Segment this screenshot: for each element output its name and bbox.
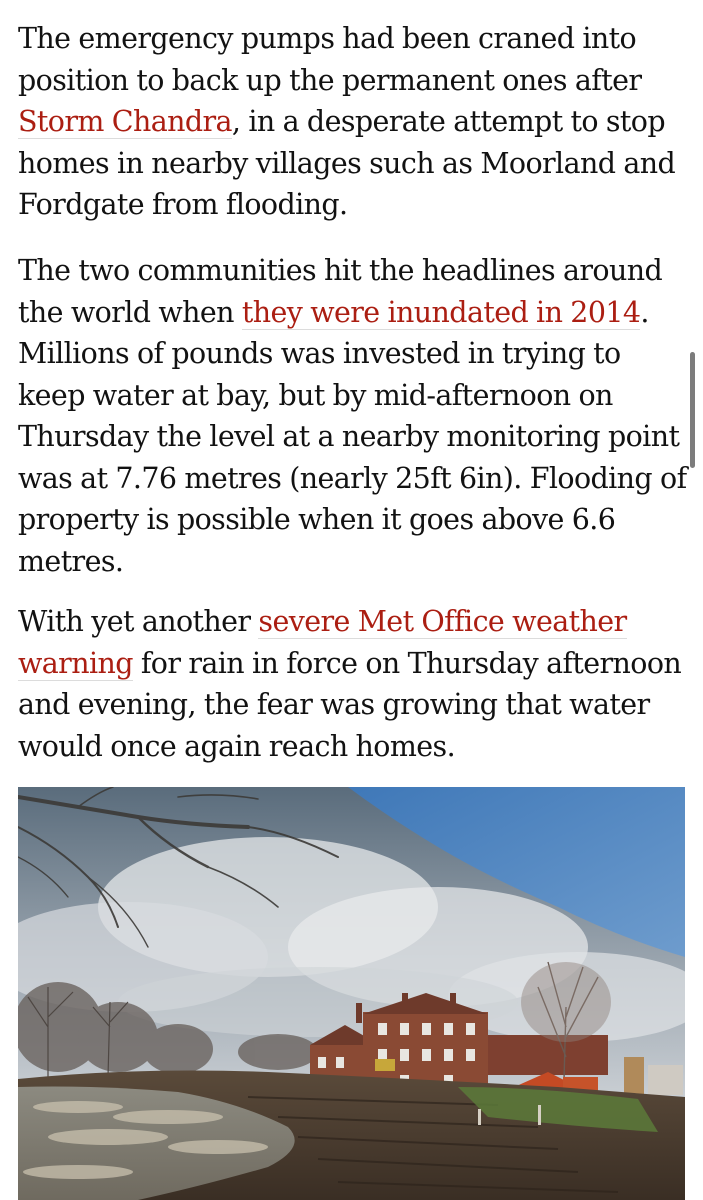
paragraph-2 [18,250,690,582]
met-office-warning-link[interactable]: severe Met Office weather warning [18,605,627,680]
digger-icon [375,1059,395,1071]
paragraph-text: The emergency pumps had been craned into position to back up the permanent ones after [18,22,642,97]
paragraph-1 [18,18,690,226]
paragraph-text: With yet another [18,605,259,638]
storm-chandra-link[interactable]: Storm Chandra [18,105,232,138]
article-photo [18,787,685,1200]
paragraph-text: , in a desperate attempt to stop homes in nearby villages such as Moorland and Fordgate from flooding. [18,105,676,221]
paragraph-3 [18,601,690,767]
inundated-2014-link[interactable]: they were inundated in 2014 [241,295,641,329]
flooded-field-house-image [18,787,685,1200]
paragraph-text: . Millions of pounds was invested in trying to keep water at bay, but by mid-afternoon on Thursday the level at a nearby monitoring point was at 7.76 metres (nearly 25ft 6in). Flooding of property is possible when it goes above 6.6 metres. [18,295,687,578]
paragraph-text: The two communities hit the headlines around the world when [18,254,663,329]
scrollbar-thumb[interactable] [690,352,695,468]
paragraph-text: for rain in force on Thursday afternoon and evening, the fear was growing that water would once again reach homes. [18,646,682,763]
